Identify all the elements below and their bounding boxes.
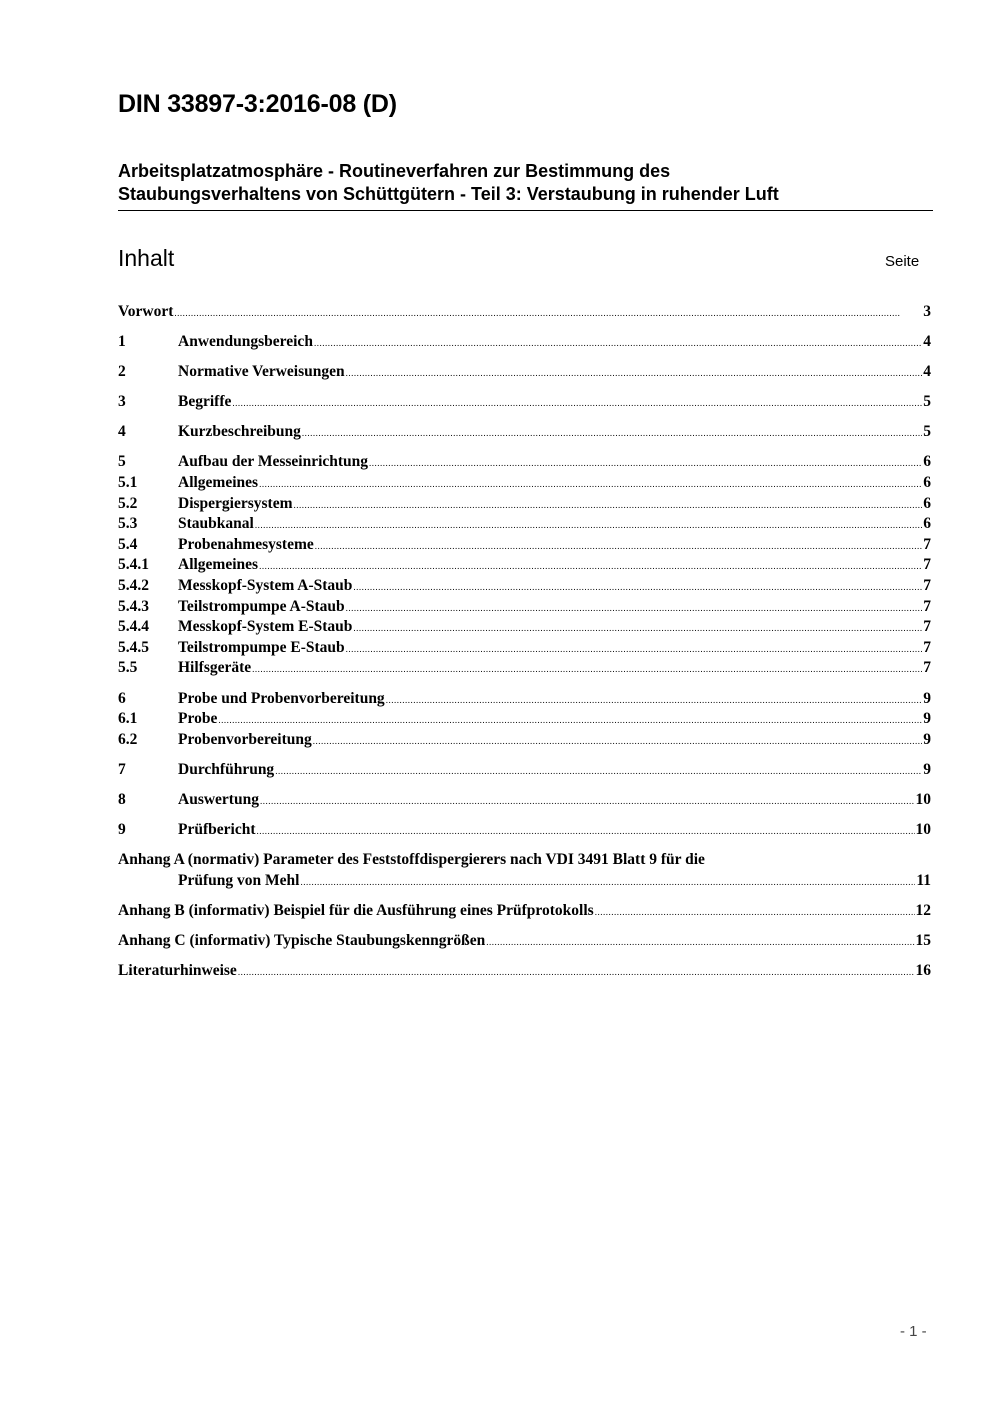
toc-entry-number: 4 [118,423,126,441]
leader-dots [174,302,922,324]
toc-entry[interactable] [118,689,931,710]
toc-entry-page: 4 [923,363,931,381]
toc-entry-page: 16 [915,961,931,979]
toc-entry-label: Messkopf-System A-Staub [178,577,353,595]
page-number-footer: - 1 - [900,1323,927,1340]
leader-dots [315,535,923,557]
toc-entry-number: 7 [118,760,126,778]
leader-dots [300,871,915,893]
toc-entry-label: Allgemeines [178,556,259,574]
toc-entry-number: 5.4.5 [118,638,149,656]
toc-entry-number: 1 [118,333,126,351]
toc-entry-page: 10 [915,790,931,808]
leader-dots [238,961,915,983]
toc-entry-page: 9 [923,710,931,728]
toc-entry-number: 5.4.1 [118,556,149,574]
table-of-contents [118,302,931,982]
toc-entry-number: 9 [118,820,126,838]
subtitle-line-1: Arbeitsplatzatmosphäre - Routineverfahren zur Bestimmung des [118,161,671,181]
toc-entry-number: 5.3 [118,515,138,533]
toc-entry-page: 9 [923,730,931,748]
leader-dots [353,617,922,639]
toc-entry-label: Probe [178,710,218,728]
leader-dots [259,555,922,577]
toc-entry-vorwort[interactable] [118,302,931,323]
toc-entry-label: Anhang B (informativ) Beispiel für die Ausführung eines Prüfprotokolls [118,901,594,919]
toc-entry[interactable] [118,392,931,413]
toc-entry-page: 7 [923,535,931,553]
toc-entry-page: 3 [923,303,931,320]
leader-dots [346,597,923,619]
toc-entry-page: 5 [923,393,931,411]
toc-entry[interactable] [118,730,931,751]
toc-entry-label: Staubkanal [178,515,254,533]
toc-entry-label: Probenahmesysteme [178,535,314,553]
toc-entry-label: Messkopf-System E-Staub [178,618,353,636]
toc-entry[interactable] [118,473,931,494]
toc-entry-page: 9 [923,760,931,778]
leader-dots [218,709,922,731]
toc-entry-label: Dispergiersystem [178,494,293,512]
toc-entry-page: 4 [923,333,931,351]
toc-entry-label: Anhang A (normativ) Parameter des Feststoffdispergierers nach VDI 3491 Blatt 9 für die [118,851,705,869]
toc-entry-label-continuation: Prüfung von Mehl [178,871,300,889]
toc-entry[interactable] [118,617,931,638]
toc-entry-number: 8 [118,790,126,808]
toc-entry-page: 10 [915,820,931,838]
leader-dots [302,422,922,444]
toc-entry[interactable] [118,638,931,659]
toc-entry-number: 5.4.4 [118,618,149,636]
toc-entry-label: Hilfsgeräte [178,659,252,677]
toc-entry-label: Probe und Probenvorbereitung [178,689,385,707]
leader-dots [256,820,914,842]
toc-entry[interactable] [118,535,931,556]
toc-entry[interactable] [118,709,931,730]
toc-entry-number: 2 [118,363,126,381]
toc-entry[interactable] [118,494,931,515]
leader-dots [232,392,922,414]
toc-entry-label: Probenvorbereitung [178,730,312,748]
leader-dots [252,658,922,680]
toc-entry-page: 7 [923,638,931,656]
toc-heading: Inhalt [118,245,175,271]
leader-dots [353,576,922,598]
toc-entry-anhang-b[interactable] [118,901,931,922]
leader-dots [275,760,922,782]
page-column-label: Seite [885,253,920,270]
toc-entry-anhang-c[interactable] [118,931,931,952]
toc-entry-page: 6 [923,453,931,471]
leader-dots [314,332,922,354]
toc-entry[interactable] [118,555,931,576]
leader-dots [386,689,923,711]
toc-entry-label: Aufbau der Messeinrichtung [178,453,369,471]
toc-entry-page: 6 [923,494,931,512]
leader-dots [294,494,923,516]
toc-entry-label: Prüfbericht [178,820,256,838]
toc-entry-page: 7 [923,618,931,636]
toc-entry[interactable] [118,820,931,841]
toc-entry-label: Teilstrompumpe A-Staub [178,597,345,615]
toc-entry-number: 5.1 [118,474,138,492]
toc-entry-label: Kurzbeschreibung [178,423,301,441]
toc-entry-number: 3 [118,393,126,411]
leader-dots [346,638,923,660]
leader-dots [313,730,922,752]
toc-entry[interactable] [118,362,931,383]
toc-entry[interactable] [118,576,931,597]
toc-entry-label: Anwendungsbereich [178,333,313,351]
toc-entry-page: 9 [923,689,931,707]
toc-entry-anhang-a[interactable] [118,850,931,871]
toc-entry[interactable] [118,760,931,781]
toc-entry-page: 7 [923,659,931,677]
toc-entry-label: Allgemeines [178,474,259,492]
toc-entry-label: Durchführung [178,760,275,778]
toc-entry[interactable] [118,514,931,535]
toc-entry-label: Anhang C (informativ) Typische Staubungskenngrößen [118,931,486,949]
toc-entry[interactable] [118,790,931,811]
toc-entry-number: 5.5 [118,659,138,677]
toc-entry-number: 5 [118,453,126,471]
toc-entry-number: 6.1 [118,710,138,728]
toc-entry[interactable] [118,332,931,353]
toc-entry[interactable] [118,422,931,443]
toc-entry-page: 12 [915,901,931,919]
toc-entry-page: 15 [915,931,931,949]
toc-entry[interactable] [118,597,931,618]
leader-dots [259,473,922,495]
toc-entry[interactable] [118,658,931,679]
toc-entry-label: Literaturhinweise [118,961,237,979]
toc-entry-page: 6 [923,474,931,492]
toc-entry-literaturhinweise[interactable] [118,961,931,982]
toc-entry-page: 7 [923,556,931,574]
toc-entry-label: Vorwort [118,303,174,320]
toc-entry-page: 11 [916,871,931,889]
toc-entry-page: 5 [923,423,931,441]
toc-entry-label: Begriffe [178,393,232,411]
toc-entry-number: 5.4.3 [118,597,149,615]
document-subtitle [118,160,933,211]
toc-entry-label: Normative Verweisungen [178,363,345,381]
toc-entry-number: 5.4 [118,535,138,553]
toc-entry-number: 5.2 [118,494,138,512]
leader-dots [595,901,915,923]
toc-entry-page: 7 [923,597,931,615]
toc-entry-number: 6 [118,689,126,707]
toc-entry-page: 6 [923,515,931,533]
toc-entry-label: Teilstrompumpe E-Staub [178,638,345,656]
leader-dots [255,514,922,536]
leader-dots [346,362,923,384]
toc-entry-anhang-a-continuation[interactable] [118,871,931,892]
toc-entry-number: 5.4.2 [118,577,149,595]
leader-dots [369,452,922,474]
toc-entry-number: 6.2 [118,730,138,748]
toc-entry-page: 7 [923,577,931,595]
document-title: DIN 33897-3:2016-08 (D) [118,90,397,118]
leader-dots [486,931,914,953]
leader-dots [260,790,915,812]
toc-entry[interactable] [118,452,931,473]
toc-entry-label: Auswertung [178,790,259,808]
subtitle-line-2: Staubungsverhaltens von Schüttgütern - Teil 3: Verstaubung in ruhender Luft [118,184,779,204]
